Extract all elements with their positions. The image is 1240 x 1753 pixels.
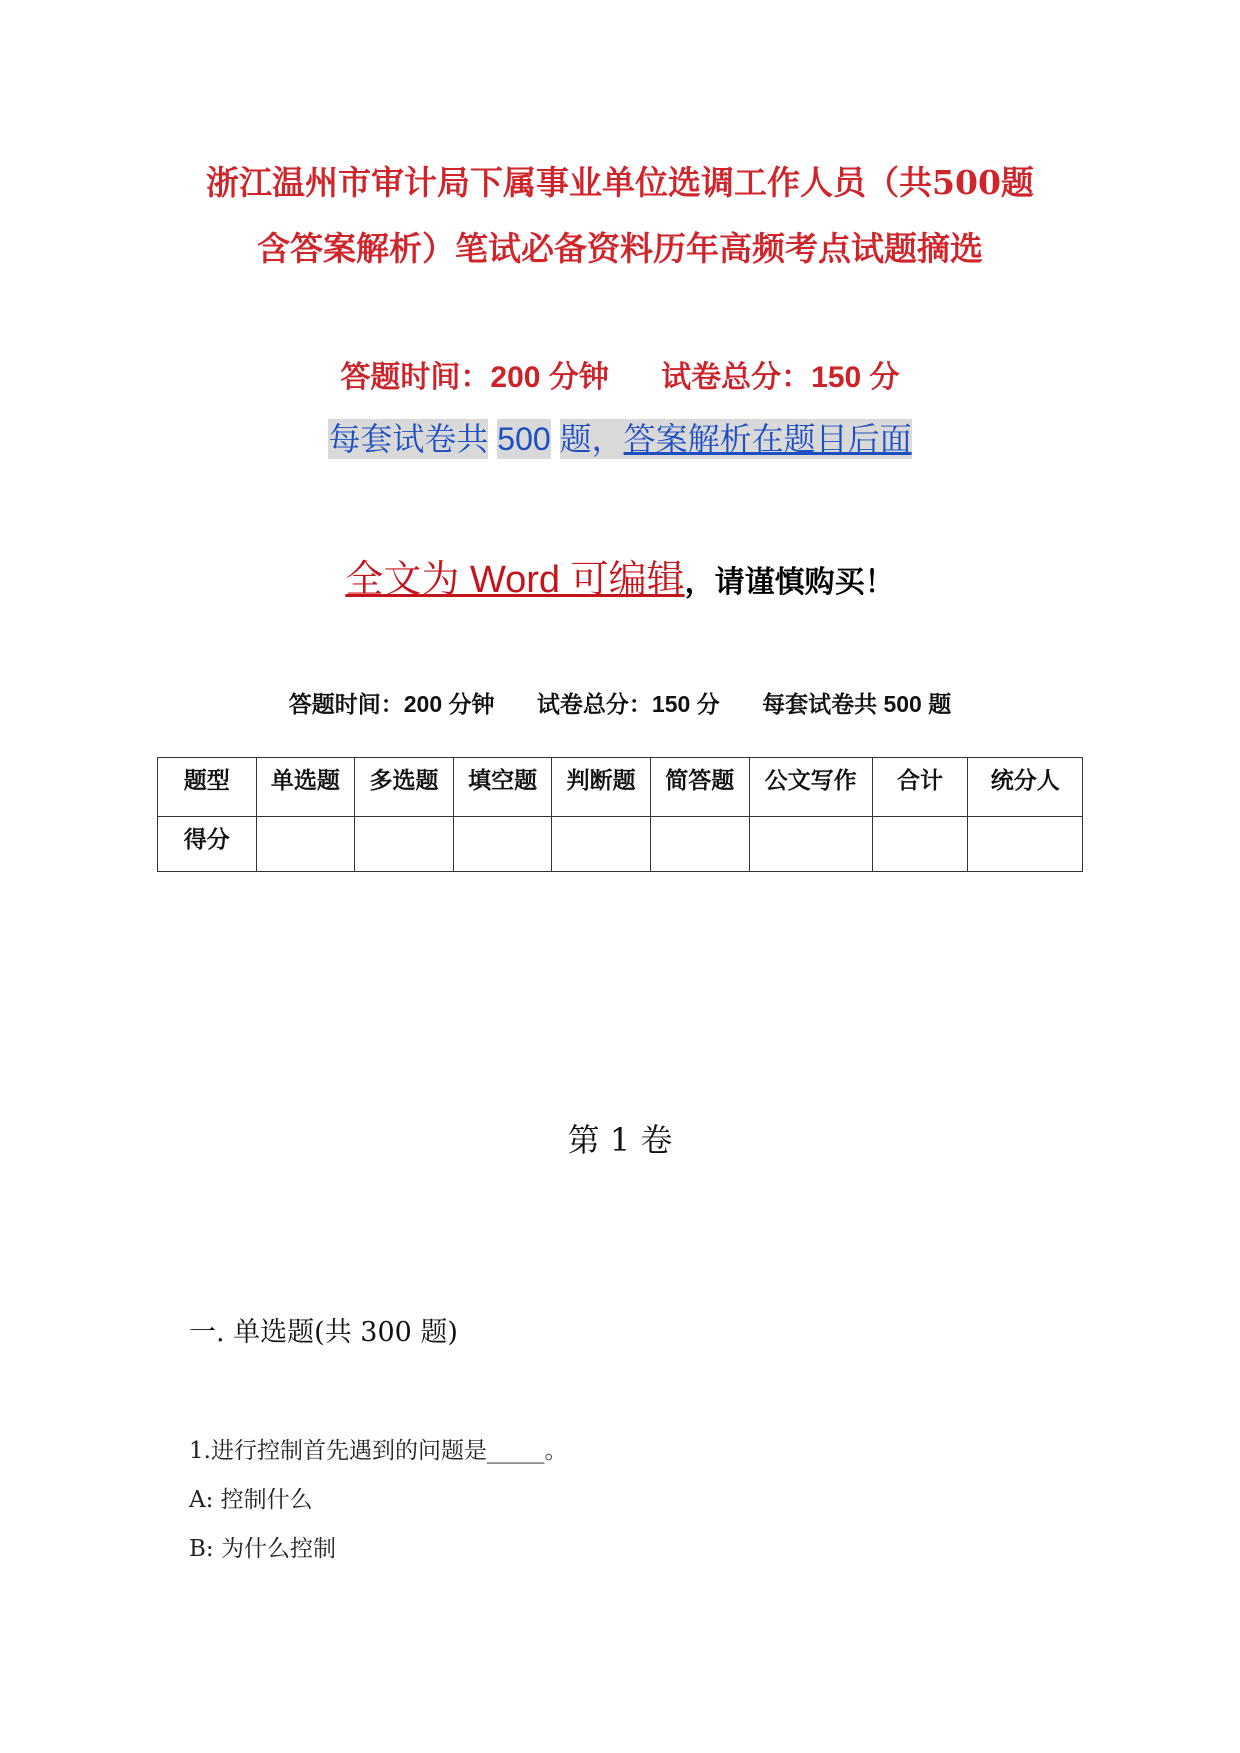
header-cell: 题型: [158, 758, 257, 817]
notice-part-1: 每套试卷共: [328, 421, 489, 457]
score-cell[interactable]: [355, 817, 454, 872]
total-score: 试卷总分：150 分: [661, 361, 900, 394]
total-score-small: 试卷总分：150 分: [536, 691, 720, 717]
score-cell[interactable]: [453, 817, 552, 872]
score-row-label: 得分: [158, 817, 257, 872]
header-cell: 判断题: [552, 758, 651, 817]
score-table-header-row: [158, 758, 1083, 817]
exam-meta-small: [0, 686, 1240, 719]
score-cell[interactable]: [749, 817, 872, 872]
purchase-warning: ，请谨慎购买！: [684, 566, 895, 599]
header-cell: 简答题: [650, 758, 749, 817]
option-a: A: 控制什么: [189, 1487, 313, 1513]
answer-time: 答题时间：200 分钟: [340, 361, 609, 394]
answer-location-link[interactable]: 答案解析在题目后面: [623, 421, 912, 457]
header-cell: 合计: [872, 758, 968, 817]
option-b: B: 为什么控制: [189, 1536, 336, 1562]
notice-count: 500: [497, 421, 551, 457]
question-count-small: 每套试卷共 500 题: [762, 691, 952, 717]
title-line-1: 浙江温州市审计局下属事业单位选调工作人员（共500题: [206, 163, 1034, 202]
word-editable-notice: [0, 548, 1240, 603]
exam-meta-red: [0, 352, 1240, 396]
header-cell: 填空题: [453, 758, 552, 817]
header-cell: 单选题: [256, 758, 355, 817]
score-cell[interactable]: [968, 817, 1083, 872]
score-table: [157, 757, 1083, 872]
question-stem: 1.进行控制首先遇到的问题是_____。: [189, 1438, 568, 1464]
volume-heading: 第 1 卷: [567, 1121, 673, 1159]
score-cell[interactable]: [872, 817, 968, 872]
header-cell: 统分人: [968, 758, 1083, 817]
document-title: [0, 150, 1240, 282]
section-heading: 一. 单选题(共 300 题): [189, 1317, 458, 1348]
word-editable-link[interactable]: 全文为 Word 可编辑: [345, 559, 685, 601]
score-table-score-row: [158, 817, 1083, 872]
question-count-notice: [0, 414, 1240, 460]
score-cell[interactable]: [552, 817, 651, 872]
header-cell: 多选题: [355, 758, 454, 817]
title-line-2: 含答案解析）笔试必备资料历年高频考点试题摘选: [257, 229, 983, 268]
notice-part-3: 题，: [559, 421, 624, 457]
score-cell[interactable]: [650, 817, 749, 872]
score-cell[interactable]: [256, 817, 355, 872]
header-cell: 公文写作: [749, 758, 872, 817]
answer-time-small: 答题时间：200 分钟: [288, 691, 495, 717]
